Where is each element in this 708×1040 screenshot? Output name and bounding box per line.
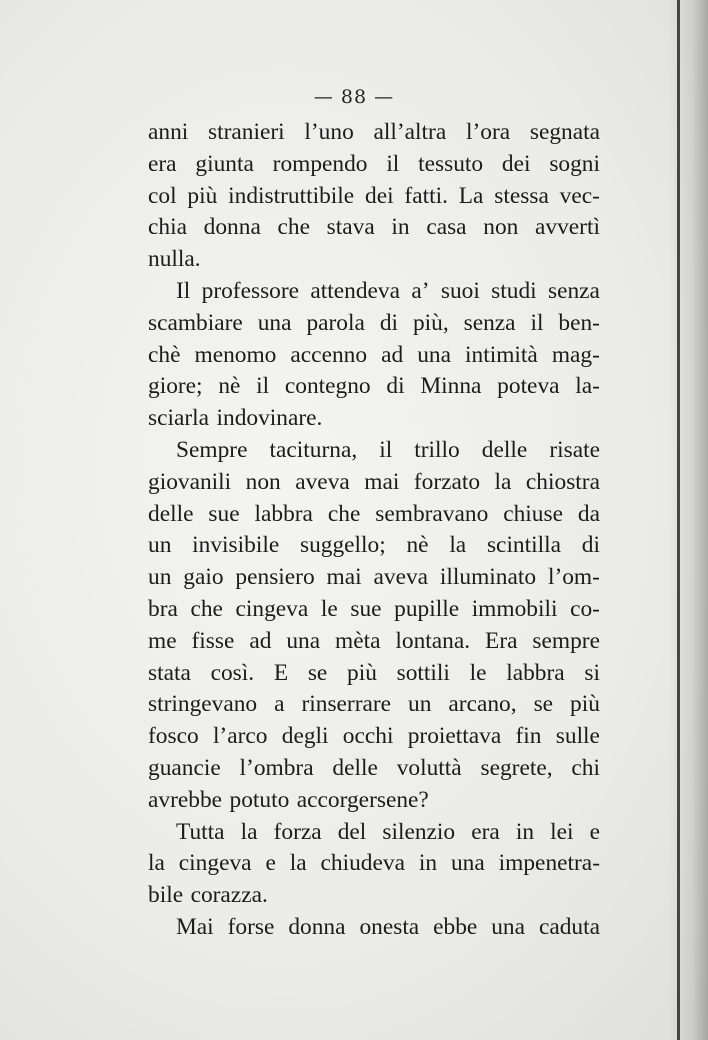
word: labbra bbox=[506, 659, 565, 686]
word: dei bbox=[501, 150, 531, 177]
word: un bbox=[148, 532, 172, 559]
word: l’uno bbox=[304, 119, 354, 145]
word: di bbox=[379, 309, 399, 336]
word: la bbox=[494, 468, 512, 495]
word: che bbox=[190, 595, 223, 622]
word: nulla. bbox=[148, 246, 201, 273]
word: delle bbox=[481, 436, 528, 463]
page-edge-shadow bbox=[668, 0, 708, 1040]
word: nè bbox=[218, 373, 241, 400]
word: forza bbox=[273, 818, 322, 845]
word: l’ora bbox=[465, 119, 511, 145]
word: più, bbox=[412, 309, 449, 336]
text-line bbox=[148, 149, 600, 181]
word: scambiare bbox=[148, 309, 243, 336]
word: casa bbox=[426, 214, 467, 241]
word: parola bbox=[306, 309, 365, 336]
word: silenzio bbox=[382, 818, 456, 845]
word: all’altra bbox=[373, 119, 447, 145]
word: che bbox=[277, 214, 310, 241]
word: di bbox=[581, 532, 600, 559]
word: contegno bbox=[284, 373, 371, 400]
word: la bbox=[148, 850, 165, 877]
word: non bbox=[245, 468, 281, 495]
word: chiudeva bbox=[320, 850, 405, 877]
word: chi bbox=[571, 754, 600, 781]
word: le bbox=[320, 595, 338, 622]
text-line bbox=[148, 530, 600, 562]
word: attendeva bbox=[310, 277, 401, 304]
word: il bbox=[379, 436, 393, 463]
word: stranieri bbox=[208, 119, 285, 145]
word: ebbe bbox=[433, 913, 478, 940]
text-line bbox=[148, 721, 600, 753]
word: sempre bbox=[532, 627, 600, 654]
text-line bbox=[148, 785, 600, 817]
word: l’om- bbox=[547, 564, 600, 591]
word: proiettava bbox=[407, 723, 502, 750]
word: bra bbox=[148, 595, 178, 622]
word: si bbox=[584, 659, 600, 686]
word: donna bbox=[203, 214, 261, 241]
word: trillo bbox=[414, 436, 460, 463]
word: il bbox=[530, 309, 544, 336]
word: l’ombra bbox=[239, 754, 314, 781]
word: occhi bbox=[342, 723, 394, 750]
word: pupille bbox=[394, 595, 460, 622]
word: sogni bbox=[549, 150, 600, 177]
word: onesta bbox=[359, 913, 420, 940]
text-line bbox=[148, 435, 600, 467]
word: indovinare. bbox=[216, 405, 323, 432]
word: Sempre bbox=[176, 436, 248, 463]
word: accenno bbox=[290, 341, 368, 368]
word: così. bbox=[210, 659, 255, 686]
word: forzato bbox=[413, 468, 481, 495]
word: anni bbox=[148, 119, 189, 145]
text-line bbox=[148, 594, 600, 626]
word: potuto bbox=[229, 786, 290, 813]
word: Era bbox=[485, 627, 518, 654]
text-line bbox=[148, 626, 600, 658]
word: forse bbox=[227, 913, 275, 940]
word: giovanili bbox=[148, 468, 232, 495]
word: pensiero bbox=[235, 564, 315, 591]
word: avvertì bbox=[535, 214, 600, 241]
word: donna bbox=[288, 913, 346, 940]
word: labbra bbox=[254, 500, 313, 527]
word: era bbox=[471, 818, 500, 845]
word: sciarla bbox=[148, 405, 210, 432]
text-line bbox=[148, 880, 600, 912]
word: più bbox=[187, 182, 218, 209]
word: stringevano bbox=[148, 691, 258, 718]
word: vec- bbox=[559, 182, 600, 209]
word: professore bbox=[201, 277, 300, 304]
word: giunta bbox=[195, 150, 254, 177]
word: Tutta bbox=[176, 818, 225, 845]
word: sottili bbox=[396, 659, 450, 686]
word: e bbox=[589, 818, 600, 845]
word: a bbox=[274, 691, 285, 718]
word: un bbox=[408, 691, 432, 718]
word: in bbox=[418, 850, 438, 877]
word: non bbox=[483, 214, 519, 241]
word: sue bbox=[350, 595, 382, 622]
word: delle bbox=[148, 500, 194, 527]
word: mai bbox=[364, 468, 400, 495]
word: se bbox=[307, 659, 328, 686]
word: La bbox=[458, 182, 484, 209]
text-line bbox=[148, 212, 600, 244]
word: gaio bbox=[183, 564, 224, 591]
word: aveva bbox=[295, 468, 350, 495]
word: la bbox=[289, 850, 307, 877]
word: guancie bbox=[148, 754, 221, 781]
word: mag- bbox=[551, 341, 600, 368]
text-line bbox=[148, 181, 600, 213]
word: la- bbox=[575, 373, 600, 400]
page-number: — 88 — bbox=[313, 86, 395, 108]
word: cingeva bbox=[235, 595, 309, 622]
word: suoi bbox=[440, 277, 480, 304]
word: corazza. bbox=[190, 882, 268, 909]
word: sembravano bbox=[375, 500, 489, 527]
word: ad bbox=[249, 627, 272, 654]
word: nè bbox=[406, 532, 429, 559]
word: bile bbox=[148, 882, 184, 909]
text-line bbox=[148, 499, 600, 531]
word: scintilla bbox=[486, 532, 562, 559]
word: invisibile bbox=[192, 532, 280, 559]
word: chiuse bbox=[503, 500, 563, 527]
word: sulle bbox=[555, 723, 600, 750]
word: del bbox=[337, 818, 367, 845]
word: mèta bbox=[335, 627, 381, 654]
word: che bbox=[327, 500, 361, 527]
page-edge-line bbox=[677, 0, 680, 1040]
word: fin bbox=[515, 723, 542, 750]
word: e bbox=[265, 850, 276, 877]
word: studi bbox=[491, 277, 537, 304]
word: in bbox=[391, 214, 410, 241]
word: Minna bbox=[420, 373, 482, 400]
text-line bbox=[148, 848, 600, 880]
text-line bbox=[148, 276, 600, 308]
word: il bbox=[256, 373, 270, 400]
word: Il bbox=[176, 277, 191, 304]
word: cingeva bbox=[178, 850, 252, 877]
word: dei bbox=[365, 182, 394, 209]
word: me bbox=[148, 627, 177, 654]
word: delle bbox=[332, 754, 378, 781]
word: impenetra- bbox=[498, 850, 600, 877]
word: era bbox=[148, 150, 177, 177]
word: mai bbox=[326, 564, 362, 591]
word: caduta bbox=[538, 913, 600, 940]
word: l’arco bbox=[212, 723, 268, 750]
word: se bbox=[533, 691, 554, 718]
word: immobili bbox=[471, 595, 558, 622]
text-line bbox=[148, 658, 600, 690]
text-line bbox=[148, 403, 600, 435]
text-line bbox=[148, 467, 600, 499]
word: illuminato bbox=[439, 564, 537, 591]
word: co- bbox=[570, 595, 600, 622]
text-line bbox=[148, 340, 600, 372]
word: ben- bbox=[558, 309, 600, 336]
word: intimità bbox=[465, 341, 538, 368]
word: risate bbox=[549, 436, 600, 463]
word: avrebbe bbox=[148, 786, 223, 813]
word: degli bbox=[281, 723, 329, 750]
word: chia bbox=[148, 214, 187, 241]
word: chiostra bbox=[525, 468, 600, 495]
word: una bbox=[491, 913, 526, 940]
word: menomo bbox=[194, 341, 277, 368]
word: rinserrare bbox=[301, 691, 392, 718]
word: segnata bbox=[529, 119, 600, 145]
word: la bbox=[240, 818, 258, 845]
word: senza bbox=[548, 277, 600, 304]
word: indistruttibile bbox=[228, 182, 355, 209]
word: aveva bbox=[373, 564, 429, 591]
word: da bbox=[577, 500, 600, 527]
text-line bbox=[148, 371, 600, 403]
text-line bbox=[148, 689, 600, 721]
word: un bbox=[148, 564, 172, 591]
word: più bbox=[347, 659, 377, 686]
word: in bbox=[515, 818, 535, 845]
word: più bbox=[570, 691, 600, 718]
word: una bbox=[417, 341, 451, 368]
word: stava bbox=[326, 214, 375, 241]
word: stata bbox=[148, 659, 191, 686]
word: accorgersene? bbox=[296, 786, 429, 813]
word: arcano, bbox=[448, 691, 517, 718]
word: lontana. bbox=[395, 627, 471, 654]
word: taciturna, bbox=[269, 436, 358, 463]
word: tessuto bbox=[418, 150, 484, 177]
word: senza bbox=[463, 309, 516, 336]
word: suggello; bbox=[299, 532, 386, 559]
word: voluttà bbox=[396, 754, 462, 781]
word: a’ bbox=[411, 277, 430, 304]
word: sue bbox=[208, 500, 240, 527]
word: una bbox=[450, 850, 485, 877]
word: segrete, bbox=[480, 754, 553, 781]
word: Mai bbox=[176, 913, 214, 940]
word: lei bbox=[550, 818, 574, 845]
text-line bbox=[148, 244, 600, 276]
word: una bbox=[257, 309, 292, 336]
word: fatti. bbox=[404, 182, 448, 209]
text-line bbox=[148, 753, 600, 785]
word: rompendo bbox=[272, 150, 368, 177]
word: chè bbox=[148, 341, 181, 368]
word: stessa bbox=[494, 182, 549, 209]
text-line bbox=[148, 562, 600, 594]
text-line bbox=[148, 817, 600, 849]
word: col bbox=[148, 182, 177, 209]
word: E bbox=[273, 659, 289, 686]
text-line bbox=[148, 912, 600, 944]
word: di bbox=[386, 373, 405, 400]
word: le bbox=[469, 659, 487, 686]
word: ad bbox=[381, 341, 404, 368]
word: il bbox=[386, 150, 400, 177]
word: poteva bbox=[497, 373, 560, 400]
word: la bbox=[449, 532, 467, 559]
body-text bbox=[148, 117, 600, 944]
word: giore; bbox=[148, 373, 203, 400]
text-line bbox=[148, 308, 600, 340]
word: fosco bbox=[148, 723, 199, 750]
word: fisse bbox=[191, 627, 235, 654]
word: una bbox=[286, 627, 321, 654]
text-line bbox=[148, 117, 600, 149]
